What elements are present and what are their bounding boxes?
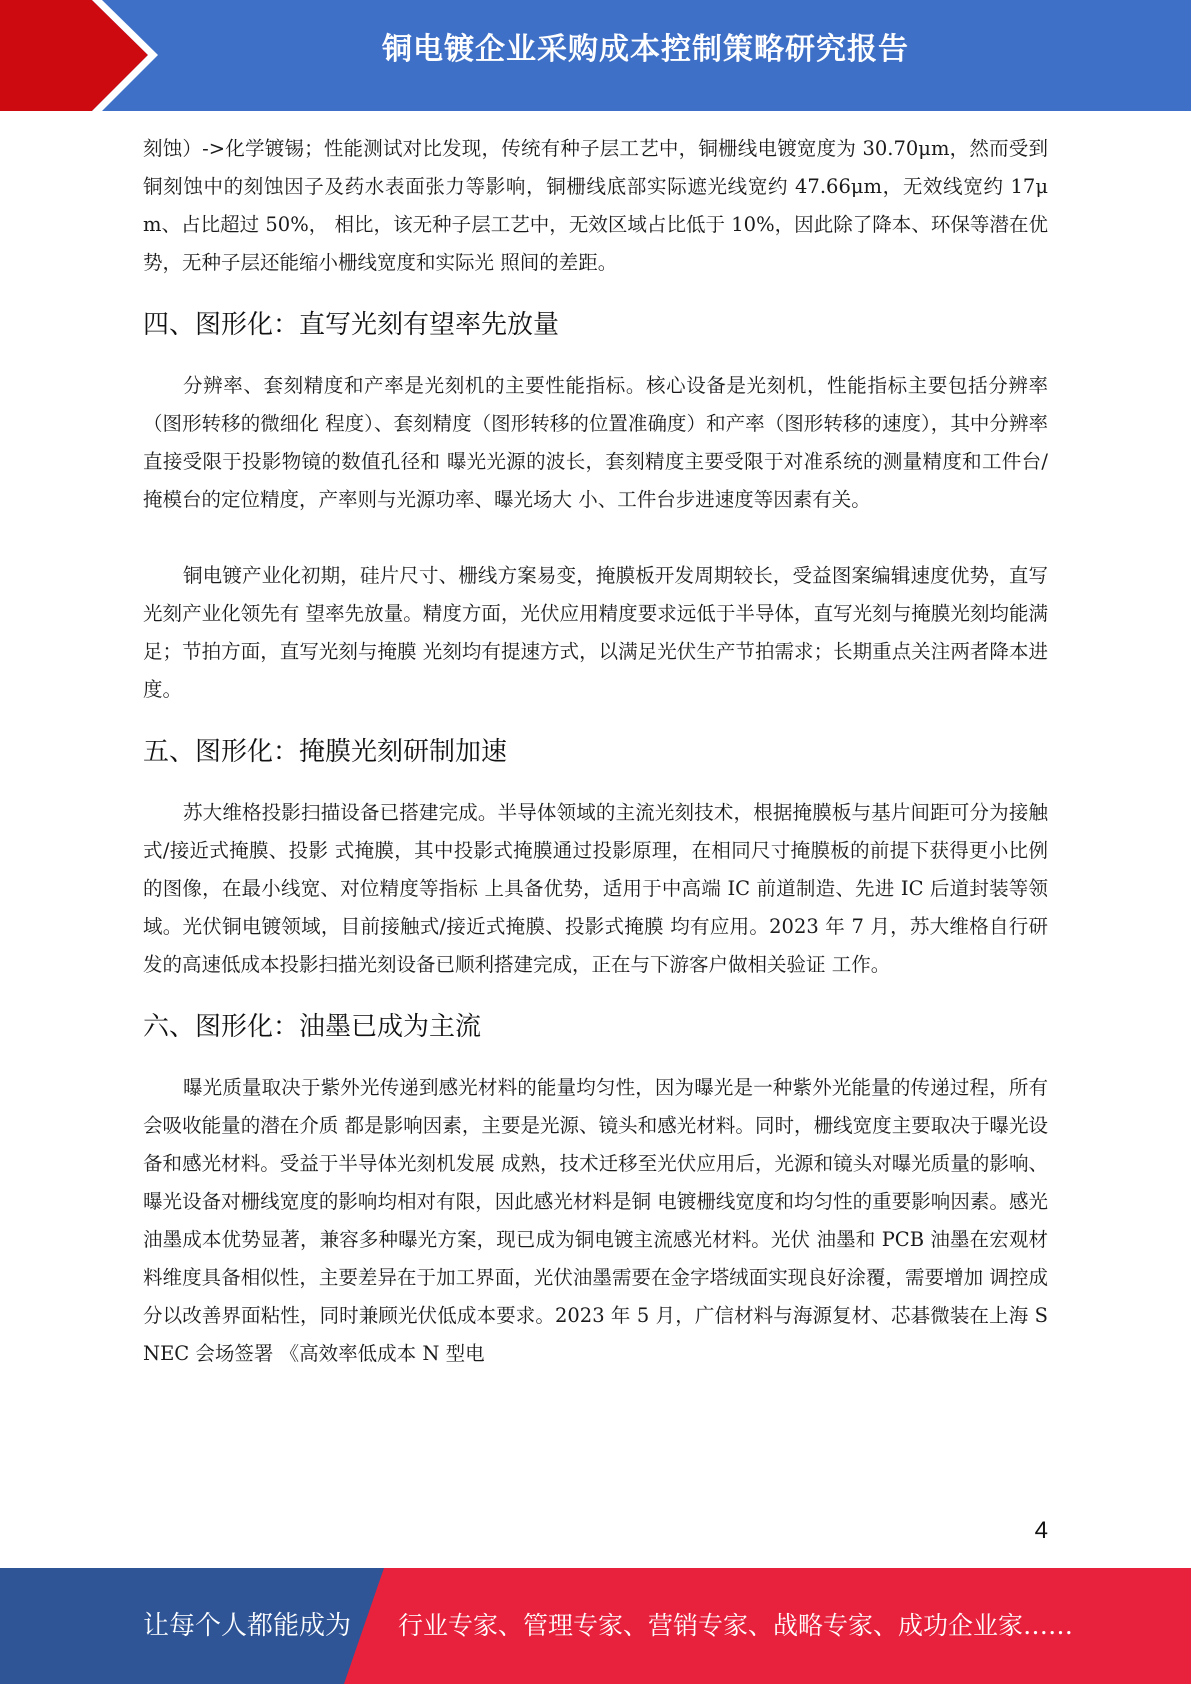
section-heading-6: 六、图形化：油墨已成为主流 (143, 1012, 482, 1042)
section-4-paragraph-1: 分辨率、套刻精度和产率是光刻机的主要性能指标。核心设备是光刻机，性能指标主要包括分辨率（图形转移的微细化 程度）、套刻精度（图形转移的位置准确度）和产率（图形转移的速度），其中分辨率直接受限于投影物镜的数值孔径和 曝光光源的波长，套刻精度主要受限于对准系统的测量精度和工件台/掩模台的定位精度，产率则与光源功率、曝光场大 小、工件台步进速度等因素有关。 (143, 374, 1048, 511)
header-chevron-icon (0, 0, 160, 111)
section-4-paragraph-2: 铜电镀产业化初期，硅片尺寸、栅线方案易变，掩膜板开发周期较长，受益图案编辑速度优势，直写光刻产业化领先有 望率先放量。精度方面，光伏应用精度要求远低于半导体，直写光刻与掩膜光刻均能满足；节拍方面，直写光刻与掩膜 光刻均有提速方式，以满足光伏生产节拍需求；长期重点关注两者降本进度。 (143, 564, 1048, 701)
section-6-paragraph-1: 曝光质量取决于紫外光传递到感光材料的能量均匀性，因为曝光是一种紫外光能量的传递过程，所有会吸收能量的潜在介质 都是影响因素，主要是光源、镜头和感光材料。同时，栅线宽度主要取决于曝光设备和感光材料。受益于半导体光刻机发展 成熟，技术迁移至光伏应用后，光源和镜头对曝光质量的影响、曝光设备对栅线宽度的影响均相对有限，因此感光材料是铜 电镀栅线宽度和均匀性的重要影响因素。感光油墨成本优势显著，兼容多种曝光方案，现已成为铜电镀主流感光材料。光伏 油墨和 PCB 油墨在宏观材料维度具备相似性，主要差异在于加工界面，光伏油墨需要在金字塔绒面实现良好涂覆，需要增加 调控成分以改善界面粘性，同时兼顾光伏低成本要求。2023 年 5 月，广信材料与海源复材、芯碁微装在上海 SNEC 会场签署 《高效率低成本 N 型电 (143, 1076, 1048, 1365)
section-heading-4: 四、图形化：直写光刻有望率先放量 (143, 310, 560, 340)
page-number: 4 (1034, 1517, 1048, 1544)
section-5-paragraph-1: 苏大维格投影扫描设备已搭建完成。半导体领域的主流光刻技术，根据掩膜板与基片间距可分为接触式/接近式掩膜、投影 式掩膜，其中投影式掩膜通过投影原理，在相同尺寸掩膜板的前提下获得更小比例的图像，在最小线宽、对位精度等指标 上具备优势，适用于中高端 IC 前道制造、先进 IC 后道封装等领域。光伏铜电镀领域，目前接触式/接近式掩膜、投影式掩膜 均有应用。2023 年 7 月，苏大维格自行研发的高速低成本投影扫描光刻设备已顺利搭建完成，正在与下游客户做相关验证 工作。 (143, 801, 1048, 976)
footer-slogan-left: 让每个人都能成为 (143, 1611, 352, 1641)
section-heading-5: 五、图形化：掩膜光刻研制加速 (143, 737, 508, 767)
report-title: 铜电镀企业采购成本控制策略研究报告 (382, 32, 909, 67)
page-footer (0, 1568, 1191, 1684)
intro-paragraph: 刻蚀）->化学镀锡；性能测试对比发现，传统有种子层工艺中，铜栅线电镀宽度为 30.70μm，然而受到 铜刻蚀中的刻蚀因子及药水表面张力等影响，铜栅线底部实际遮光线宽约 47.66μm，无效线宽约 17μm、占比超过 50%， 相比，该无种子层工艺中，无效区域占比低于 10%，因此除了降本、环保等潜在优势，无种子层还能缩小栅线宽度和实际光 照间的差距。 (143, 137, 1048, 274)
page-header (0, 0, 1191, 111)
footer-slogan-right: 行业专家、管理专家、营销专家、战略专家、成功企业家…… (398, 1611, 1074, 1640)
document-body (143, 130, 1048, 1373)
